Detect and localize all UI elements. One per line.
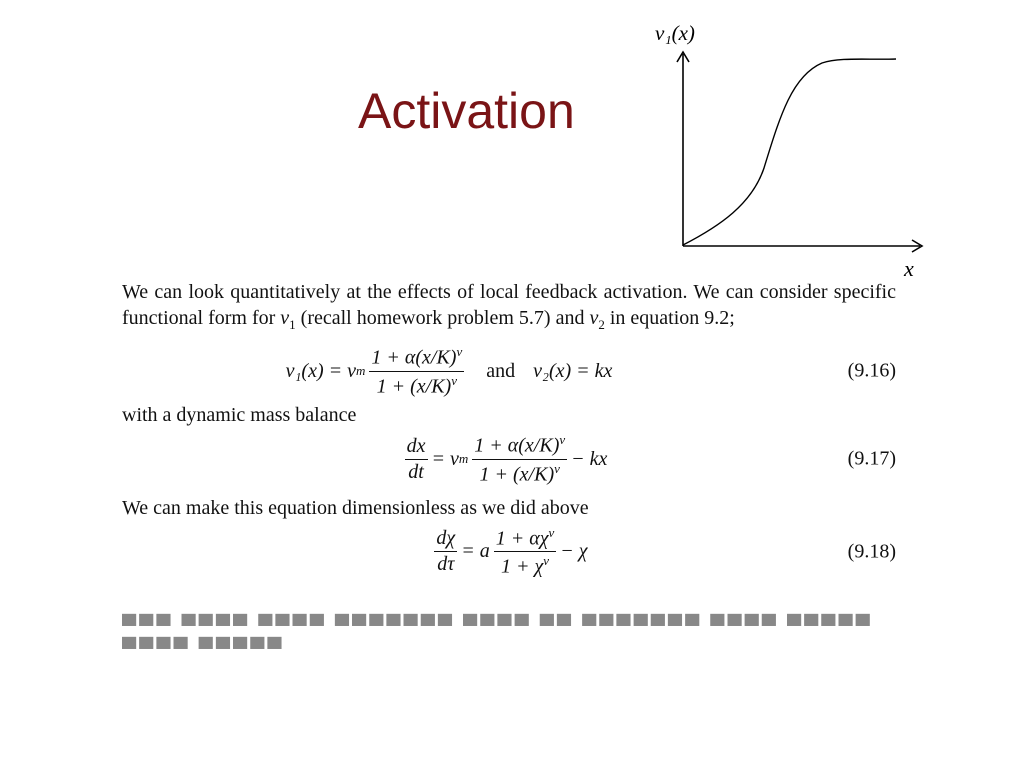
textbook-excerpt bbox=[122, 279, 896, 583]
eq917-derivative bbox=[405, 435, 428, 484]
eq916-and: and bbox=[486, 359, 516, 382]
equation-9-17 bbox=[122, 432, 896, 486]
slide-title: Activation bbox=[358, 83, 575, 139]
eq918-denominator: 1 + χ bbox=[500, 555, 544, 578]
eq918-fraction bbox=[494, 525, 557, 579]
sigmoid-curve bbox=[683, 59, 896, 245]
equation-9-18 bbox=[122, 525, 896, 579]
v1-subscript: 1 bbox=[289, 317, 296, 332]
eq917-derivative-numerator: dx bbox=[405, 435, 428, 460]
eq917-denominator: 1 + (x/K) bbox=[479, 463, 555, 486]
eq917-den-exponent: ν bbox=[554, 460, 560, 476]
v1-symbol: v bbox=[280, 307, 290, 329]
v2-subscript: 2 bbox=[598, 317, 605, 332]
eq917-fraction bbox=[472, 432, 567, 486]
eq917-vm: = v bbox=[431, 447, 459, 470]
eq918-derivative bbox=[434, 527, 457, 576]
eq918-den-exponent: ν bbox=[543, 553, 550, 569]
eq916-denominator: 1 + (x/K) bbox=[376, 375, 452, 398]
eq917-tail: − kx bbox=[571, 447, 608, 470]
x-axis-label: x bbox=[904, 256, 914, 281]
eq917-num-exponent: ν bbox=[559, 432, 566, 448]
eq918-a: = a bbox=[461, 540, 490, 563]
eq916-lhs-subscript: m bbox=[355, 363, 366, 379]
eq916-fraction bbox=[369, 344, 464, 398]
intro-text-3: in equation 9.2; bbox=[604, 307, 735, 329]
eq917-number: (9.17) bbox=[847, 447, 896, 470]
eq918-derivative-denominator: dτ bbox=[437, 553, 455, 576]
eq916-lhs: v₁(x) = v bbox=[285, 359, 356, 382]
eq917-vm-subscript: m bbox=[458, 451, 469, 467]
v2-symbol: v bbox=[589, 307, 599, 329]
eq916-numerator: 1 + α(x/K) bbox=[371, 346, 457, 369]
eq916-rhs: v₂(x) = kx bbox=[533, 359, 613, 382]
mass-balance-paragraph: with a dynamic mass balance bbox=[122, 404, 357, 427]
eq916-num-exponent: ν bbox=[456, 344, 463, 359]
equation-9-16 bbox=[122, 344, 896, 398]
eq916-number: (9.16) bbox=[847, 359, 896, 382]
activation-curve-figure bbox=[640, 18, 940, 288]
eq918-numerator: 1 + αχ bbox=[495, 527, 549, 550]
intro-text-2: (recall homework problem 5.7) and bbox=[295, 307, 590, 329]
y-axis-label: v₁(x) bbox=[655, 21, 695, 45]
intro-paragraph bbox=[122, 279, 896, 338]
cropped-text-line: ▀▀▀ ▀▀▀▀ ▀▀▀▀ ▀▀▀▀▀▀▀ ▀▀▀▀ ▀▀ ▀▀▀▀▀▀▀ ▀▀▀▀ ▀▀▀▀▀ ▀▀▀▀ ▀▀▀▀▀ bbox=[122, 615, 873, 660]
intro-text-1: We can look quantitatively at the effects of local feedback activation. We can consider specific functional form for bbox=[122, 281, 896, 329]
dimensionless-paragraph: We can make this equation dimensionless as we did above bbox=[122, 496, 589, 519]
eq917-numerator: 1 + α(x/K) bbox=[474, 434, 560, 457]
eq918-number: (9.18) bbox=[847, 540, 896, 563]
eq916-den-exponent: ν bbox=[451, 372, 457, 388]
eq918-tail: − χ bbox=[560, 540, 588, 563]
eq917-derivative-denominator: dt bbox=[408, 460, 424, 483]
eq918-num-exponent: ν bbox=[548, 524, 555, 540]
eq918-derivative-numerator: dχ bbox=[434, 527, 457, 552]
